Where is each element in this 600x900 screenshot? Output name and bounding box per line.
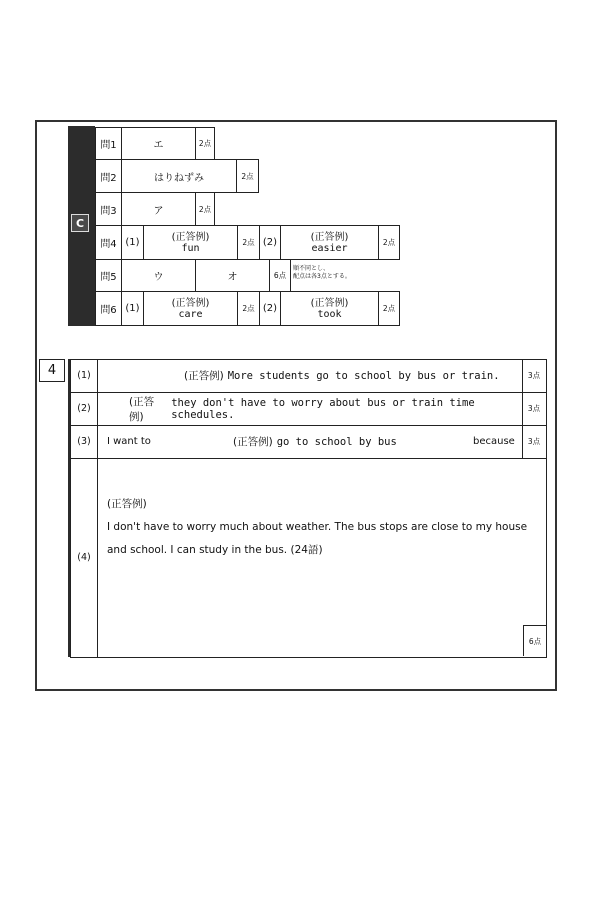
row-2-example-tag: (正答例) bbox=[129, 395, 155, 423]
q2-answer: はりねずみ bbox=[121, 159, 237, 193]
q5-label: 問5 bbox=[95, 259, 122, 292]
section-c-badge: C bbox=[71, 214, 89, 232]
row-2-number: (2) bbox=[77, 403, 91, 414]
q4-part2-points: 2点 bbox=[378, 225, 400, 260]
q5-points: 6点 bbox=[269, 259, 291, 292]
row-2 bbox=[70, 392, 547, 426]
row-4-points: 6点 bbox=[523, 625, 546, 656]
q5-answer-2: オ bbox=[195, 259, 270, 292]
q2-points: 2点 bbox=[236, 159, 259, 193]
q6-part1-answer bbox=[143, 291, 238, 326]
q5-note-line1: 順不同とし、 bbox=[293, 265, 330, 272]
q5-scoring-note bbox=[293, 265, 383, 287]
q6-label: 問6 bbox=[95, 291, 122, 326]
q6-part2-example-tag: (正答例) bbox=[310, 297, 349, 309]
q4-part1-text: fun bbox=[181, 242, 200, 254]
q4-part1-number: (1) bbox=[121, 225, 144, 260]
q6-part2-answer bbox=[280, 291, 379, 326]
q2-label: 問2 bbox=[95, 159, 122, 193]
row-4-example-tag: (正答例) bbox=[107, 498, 147, 510]
q4-part2-text: easier bbox=[311, 242, 348, 254]
q6-part2-text: took bbox=[317, 308, 342, 320]
q6-part1-number: (1) bbox=[121, 291, 144, 326]
row-4-line-1: I don't have to worry much about weather. The bus stops are close to my house bbox=[107, 521, 528, 533]
row-2-text: they don't have to worry about bus or train time schedules. bbox=[171, 396, 475, 421]
row-3-answer bbox=[233, 426, 463, 457]
q4-part2-number: (2) bbox=[259, 225, 281, 260]
row-3-points: 3点 bbox=[527, 437, 541, 446]
section-4-number: 4 bbox=[39, 359, 65, 382]
q5-answer-1: ウ bbox=[121, 259, 196, 292]
q1-answer: エ bbox=[121, 127, 196, 160]
q4-part2-answer bbox=[280, 225, 379, 260]
q1-label: 問1 bbox=[95, 127, 122, 160]
row-1-example-tag: (正答例) bbox=[184, 370, 224, 382]
q4-label: 問4 bbox=[95, 225, 122, 260]
row-1-text: More students go to school by bus or train. bbox=[227, 369, 500, 382]
row-1-number: (1) bbox=[77, 370, 91, 381]
q1-points: 2点 bbox=[195, 127, 215, 160]
row-2-points: 3点 bbox=[527, 404, 541, 413]
row-4-number: (4) bbox=[77, 552, 91, 563]
row-1-points: 3点 bbox=[527, 371, 541, 380]
q5-note-line2: 配点は各3点とする。 bbox=[293, 273, 351, 280]
q6-part2-points: 2点 bbox=[378, 291, 400, 326]
row-3-number: (3) bbox=[77, 436, 91, 447]
row-3-example-tag: (正答例) bbox=[233, 436, 273, 448]
row-4-line-2 bbox=[107, 539, 537, 562]
q6-part1-points: 2点 bbox=[237, 291, 260, 326]
row-2-answer bbox=[129, 393, 521, 424]
row-3 bbox=[70, 425, 547, 459]
row-3-text: go to school by bus bbox=[276, 435, 397, 448]
q6-part2-number: (2) bbox=[259, 291, 281, 326]
q6-part1-example-tag: (正答例) bbox=[171, 297, 210, 309]
q6-part1-text: care bbox=[178, 308, 203, 320]
row-4 bbox=[70, 458, 547, 658]
row-3-suffix: because bbox=[473, 436, 515, 447]
q3-points: 2点 bbox=[195, 192, 215, 226]
q4-part1-points: 2点 bbox=[237, 225, 260, 260]
row-4-line-2-text: and school. I can study in the bus. bbox=[107, 544, 288, 556]
q4-part2-example-tag: (正答例) bbox=[310, 231, 349, 243]
row-4-word-count: (24語) bbox=[290, 544, 323, 556]
row-1 bbox=[70, 359, 547, 393]
q4-part1-example-tag: (正答例) bbox=[171, 231, 210, 243]
q3-answer: ア bbox=[121, 192, 196, 226]
row-1-answer bbox=[184, 360, 514, 391]
q3-label: 問3 bbox=[95, 192, 122, 226]
q4-part1-answer bbox=[143, 225, 238, 260]
row-3-prefix: I want to bbox=[107, 436, 151, 447]
row-4-answer bbox=[107, 493, 537, 562]
